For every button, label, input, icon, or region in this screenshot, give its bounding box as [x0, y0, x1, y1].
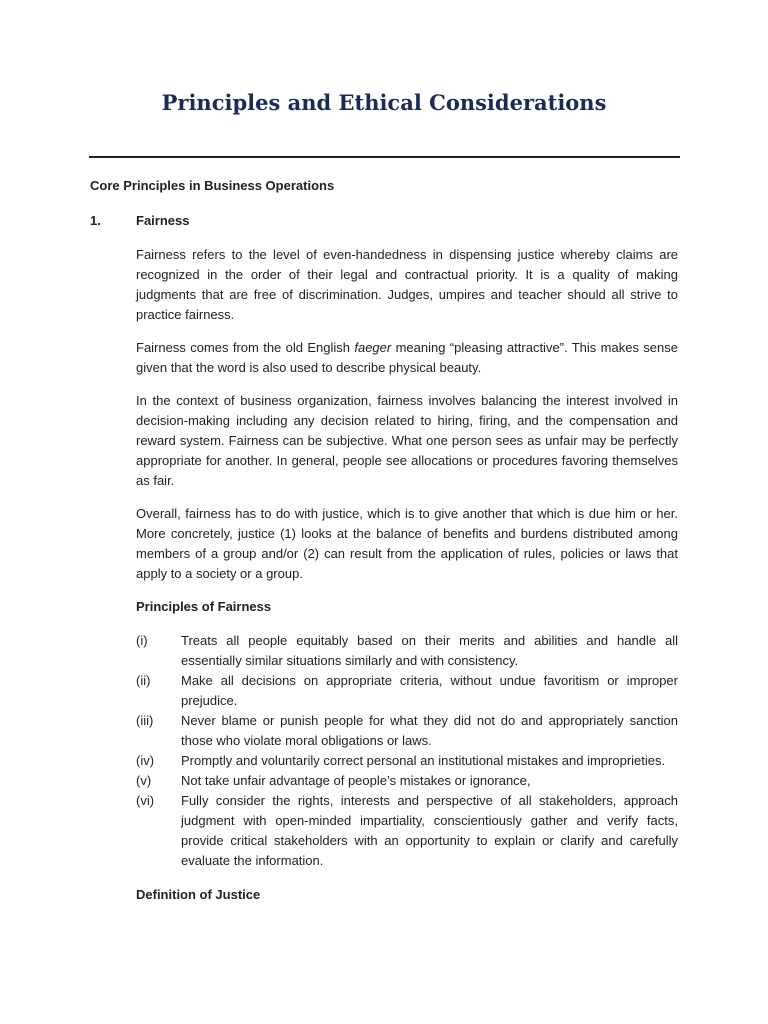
list-text: Promptly and voluntarily correct personal an institutional mistakes and improprieties.	[181, 753, 666, 768]
principles-list	[136, 631, 678, 871]
paragraph-justice-overview: Overall, fairness has to do with justice, which is to give another that which is due him or her. More concretely, justice (1) looks at the balance of benefits and burdens distributed among members of a group and/or (2) can result from the application of rules, policies or laws that apply to a society or a group.	[136, 506, 678, 581]
list-item	[136, 771, 678, 791]
paragraph-business-context: In the context of business organization, fairness involves balancing the interest involved in decision-making including any decision related to hiring, firing, and the compensation and reward system. Fairness can be subjective. What one person sees as unfair may be perfectly appropriate for another. In general, people see allocations or procedures favoring themselves as fair.	[136, 393, 678, 488]
list-marker: (vi)	[136, 793, 155, 808]
paragraph-definition: Fairness refers to the level of even-handedness in dispensing justice whereby claims are recognized in the order of their legal and contractual priority. It is a quality of making judgments that are free of discrimination. Judges, umpires and teacher should all strive to practice fairness.	[136, 247, 678, 322]
principles-heading: Principles of Fairness	[136, 599, 272, 614]
numbered-heading-fairness	[90, 213, 189, 228]
heading-number: 1.	[90, 213, 101, 228]
list-marker: (iii)	[136, 713, 154, 728]
list-text: Not take unfair advantage of people’s mistakes or ignorance,	[181, 773, 531, 788]
etymology-word: faeger	[354, 340, 392, 355]
list-item	[136, 671, 678, 711]
list-item	[136, 631, 678, 671]
list-item	[136, 711, 678, 751]
list-marker: (iv)	[136, 753, 155, 768]
list-item	[136, 791, 678, 871]
body-content	[136, 245, 678, 905]
title-divider	[89, 156, 680, 158]
paragraph-etymology	[136, 338, 678, 378]
page-title: Principles and Ethical Considerations	[161, 90, 607, 115]
list-text: Make all decisions on appropriate criteria, without undue favoritism or improper prejudice.	[181, 673, 678, 708]
list-item	[136, 751, 678, 771]
list-marker: (v)	[136, 773, 152, 788]
list-text: Never blame or punish people for what they did not do and appropriately sanction those who violate moral obligations or laws.	[181, 713, 678, 748]
list-marker: (i)	[136, 633, 148, 648]
section-heading: Core Principles in Business Operations	[90, 178, 335, 193]
etymology-text-start: Fairness comes from the old English	[136, 340, 355, 355]
list-text: Treats all people equitably based on their merits and abilities and handle all essentially similar situations similarly and with consistency.	[181, 633, 678, 668]
justice-heading: Definition of Justice	[136, 887, 261, 902]
heading-label: Fairness	[136, 213, 190, 228]
list-text: Fully consider the rights, interests and perspective of all stakeholders, approach judgment with open-minded impartiality, conscientiously gather and verify facts, provide critical stakeholders with an opportunity to explain or clarify and carefully evaluate the information.	[181, 793, 678, 868]
etymology-text-end: meaning “pleasing attractive”. This makes sense given that the word is also used to describe physical beauty.	[136, 340, 678, 375]
list-marker: (ii)	[136, 673, 151, 688]
